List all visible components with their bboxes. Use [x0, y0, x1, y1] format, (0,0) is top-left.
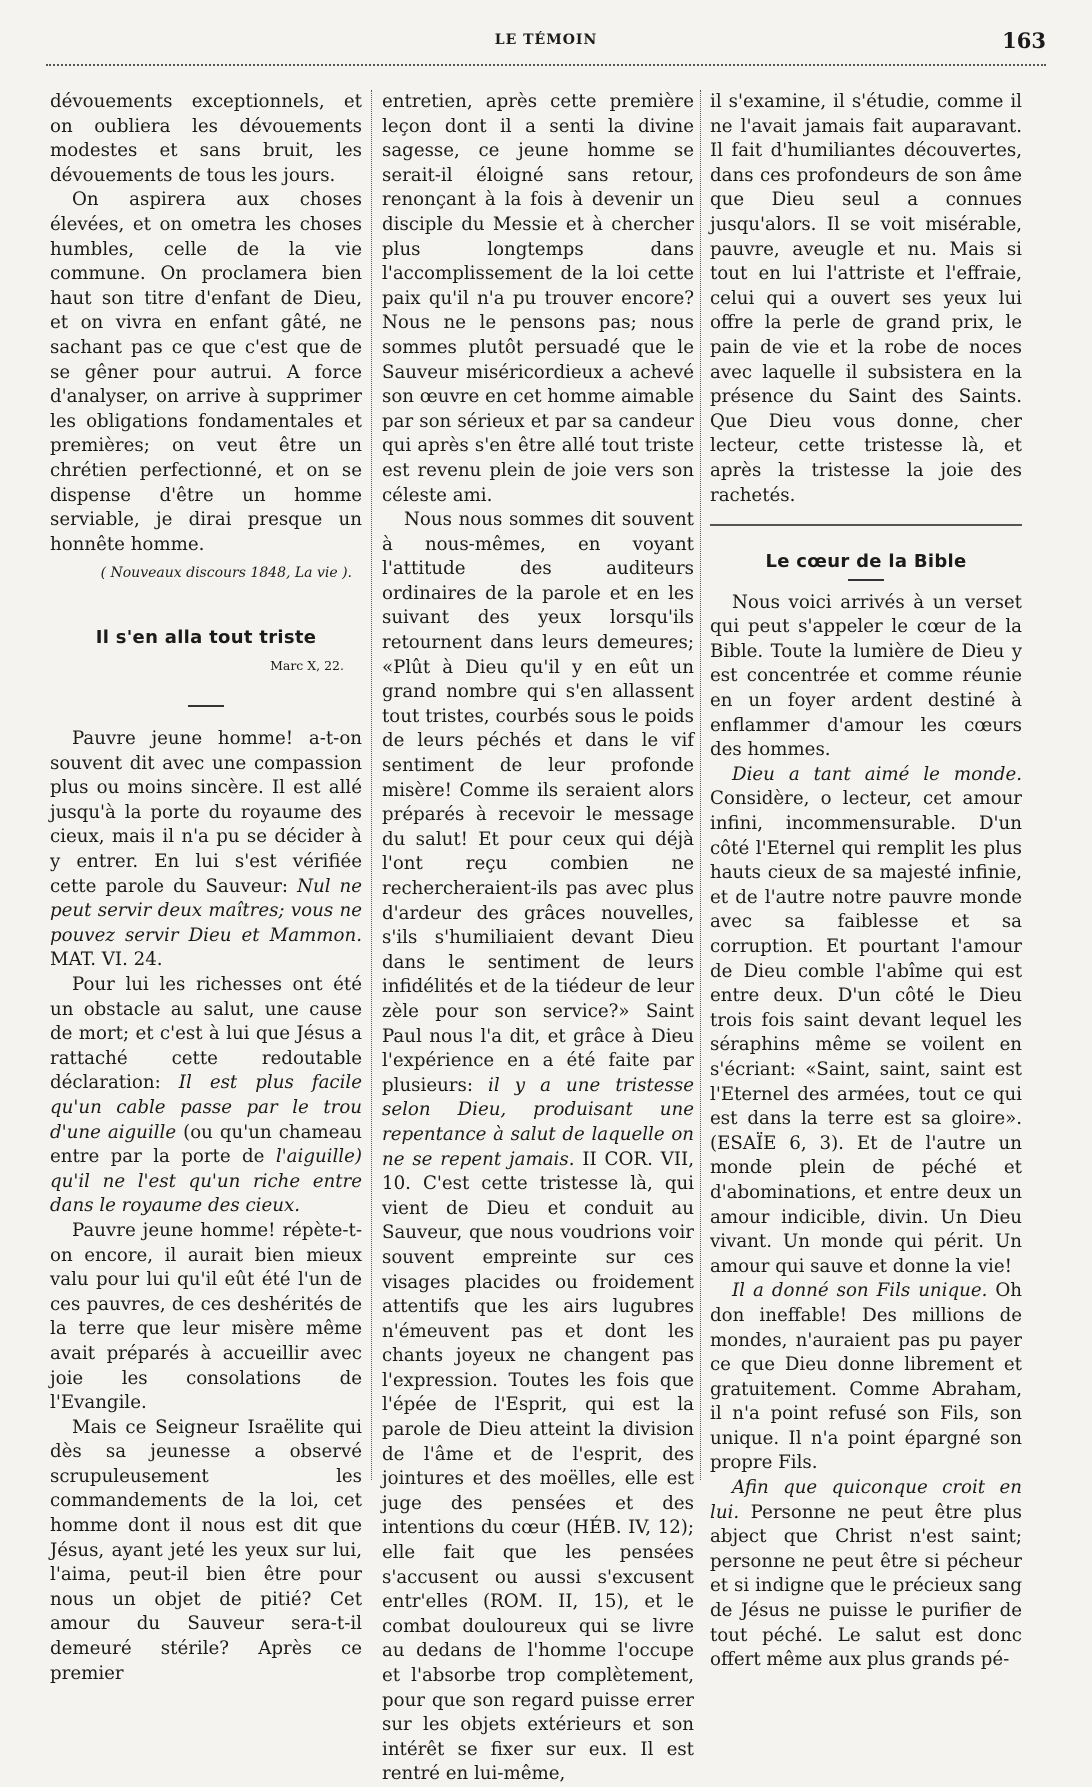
article-title: Il s'en alla tout triste [95, 626, 317, 648]
epigraph: Marc X, 22. [270, 658, 344, 674]
page-number: 163 [1002, 28, 1046, 53]
paragraph: il s'examine, il s'étudie, comme il ne l'avait jamais fait auparavant. Il fait d'humiliantes découvertes, dans ces profondeurs de son âme que Dieu seul a connues jusqu'alors. Il se voit misérable, pauvre, aveugle et nu. Mais si tout en lui l'attriste et l'effraie, celui qui a ouvert ses yeux lui offre la perle de grand prix, le pain de vie et la robe de noces avec laquelle il subsistera en la présence du Saint des Saints. Que Dieu vous donne, cher lecteur, cette tristesse là, et après la tristesse la joie des rachetés. [710, 91, 1022, 506]
title-rule [848, 579, 884, 581]
paragraph: On aspirera aux choses élevées, et on ometra les choses humbles, celle de la vie commune. On proclamera bien haut son titre d'enfant de Dieu, et on vivra en enfant gâté, ne sachant pas ce que c'est que de se gêner pour autrui. A force d'analyser, on arrive à supprimer les obligations fondamentales et premières; on veut être un chrétien perfectionné, et on se dispense d'être un homme serviable, je dirai presque un honnête homme. [50, 189, 362, 555]
quotation: Afin que quiconque croit en lui. [710, 1477, 1022, 1523]
quotation: Il a donné son Fils unique. [732, 1280, 988, 1302]
quotation: l'aiguille) qu'il ne l'est qu'un riche entre dans le royaume des cieux. [50, 1146, 362, 1217]
title-rule [188, 705, 224, 707]
quotation: Nul ne peut servir deux maîtres; vous ne pouvez servir Dieu et Mammon. [50, 875, 362, 946]
paragraph: Nous voici arrivés à un verset qui peut s'appeler le cœur de la Bible. Toute la lumière de Dieu y est concentrée et comme réunie en un foyer ardent destiné à enflammer d'amour les cœurs des hommes. [710, 591, 1022, 761]
paragraph: Mais ce Seigneur Israëlite qui dès sa jeunesse a observé scrupuleusement les commandements de la loi, cet homme dont il nous est dit que Jésus, ayant jeté les yeux sur lui, l'aima, peut-il bien être pour nous un objet de pitié? Cet amour du Sauveur sera-t-il demeuré stérile? Après ce premier [50, 1416, 362, 1684]
quotation: Il est plus facile qu'un cable passe par le trou d'une aiguille [50, 1072, 362, 1143]
column-2 [382, 90, 694, 1785]
paragraph: dévouements exceptionnels, et on oubliera les dévouements modestes et sans bruit, les dévouements de tous les jours. [50, 91, 362, 186]
paragraph: Afin que quiconque croit en lui. Personne ne peut être plus abject que Christ n'est saint; personne ne peut être si pécheur et si indigne que le précieux sang de Jésus ne puisse le purifier de tout péché. Le salut est donc offert même aux plus grands pé- [710, 1477, 1022, 1671]
paragraph: Dieu a tant aimé le monde. Considère, o lecteur, cet amour infini, incommensurable. D'un côté l'Eternel qui remplit les plus hauts cieux de sa majesté infinie, et de l'autre notre pauvre monde avec sa faiblesse et sa corruption. Et pourtant l'amour de Dieu comble l'abîme qui est entre deux. D'un côté le Dieu trois fois saint devant lequel les séraphins même se voilent en s'écriant: «Saint, saint, saint est l'Eternel des armées, tout ce qui est dans la terre est sa gloire». (ESAÏE 6, 3). Et de l'autre un monde plein de péché et d'abominations, et entre deux un amour indicible, divin. Un Dieu vivant. Un monde qui périt. Un amour qui sauve et donne la vie! [710, 763, 1022, 1277]
column-divider [371, 90, 372, 1480]
header-rule [46, 64, 1046, 66]
paragraph: Pauvre jeune homme! a-t-on souvent dit avec une compassion plus ou moins sincère. Il est allé jusqu'à la porte du royaume des cieux, mais il n'a pu se décider à y entrer. En lui s'est vérifiée cette parole du Sauveur: Nul ne peut servir deux maîtres; vous ne pouvez servir Dieu et Mammon. MAT. VI. 24. [50, 728, 362, 971]
article-title: Le cœur de la Bible [765, 551, 967, 573]
column-3 [710, 90, 1023, 1671]
paragraph: Nous nous sommes dit souvent à nous-mêmes, en voyant l'attitude des auditeurs ordinaires de la parole et en les suivant des yeux lorsqu'ils retournent dans leurs demeures; «Plût à Dieu qu'il y en eût un grand nombre qui s'en allassent tout tristes, courbés sous le poids de leurs péchés et dans le vif sentiment de leur profonde misère! Comme ils seraient alors préparés à recevoir le message du salut! Et pour ceux qui déjà l'ont reçu combien ne rechercheraient-ils pas avec plus d'ardeur des grâces nouvelles, s'ils s'humiliaient devant Dieu dans le sentiment de leurs infidélités et de la tiédeur de leur zèle pour son service?» Saint Paul nous l'a dit, et grâce à Dieu l'expérience en a été faite par plusieurs: il y a une tristesse selon Dieu, produisant une repentance à salut de laquelle on ne se repent jamais. II COR. VII, 10. C'est cette tristesse là, qui vient de Dieu et conduit au Sauveur, que nous voudrions voir souvent empreinte sur ces visages placides ou froidement attentifs que les airs lugubres n'émeuvent pas et dont les chants joyeux ne changent pas l'expression. Toutes les fois que l'épée de l'Esprit, qui est la parole de Dieu atteint la division de l'âme et de l'esprit, des jointures et des moëlles, elle est juge des pensées et des intentions du cœur (HÉB. IV, 12); elle fait que les pensées s'accusent ou aussi s'excusent entr'elles (ROM. II, 15), et le combat douloureux qui se livre au dedans de l'homme l'occupe et l'absorbe trop complètement, pour que son regard puisse errer sur les objets extérieurs et son intérêt se fixer sur eux. Il est rentré en lui-même, [382, 509, 694, 1785]
section-separator [710, 524, 1022, 526]
paragraph: Pour lui les richesses ont été un obstacle au salut, une cause de mort; et c'est à lui que Jésus a rattaché cette redoutable déclaration: Il est plus facile qu'un cable passe par le trou d'une aiguille (ou qu'un chameau entre par la porte de l'aiguille) qu'il ne l'est qu'un riche entre dans le royaume des cieux. [50, 974, 363, 1217]
paragraph: entretien, après cette première leçon dont il a senti la divine sagesse, ce jeune homme se serait-il éloigné sans retour, renonçant à la fois à devenir un disciple du Messie et à chercher plus longtemps dans l'accomplissement de la loi cette paix qu'il n'a pu trouver encore? Nous ne le pensons pas; nous sommes plutôt persuadé que le Sauveur miséricordieux a achevé son œuvre en cet homme aimable par son sérieux et par sa candeur qui après s'en être allé tout triste est revenu plein de joie vers son céleste ami. [382, 91, 694, 506]
citation: ( Nouveaux discours 1848, La vie ). [100, 565, 352, 582]
page-header [46, 28, 1046, 68]
paragraph: Pauvre jeune homme! répète-t-on encore, il aurait bien mieux valu pour lui qu'il eût été l'un de ces pauvres, de ces deshérités de la terre que leur misère même avait préparés à accueillir avec joie les consolations de l'Evangile. [50, 1219, 362, 1414]
column-1 [50, 90, 363, 1684]
running-title: LE TÉMOIN [494, 32, 598, 48]
quotation: il y a une tristesse selon Dieu, produisant une repentance à salut de laquelle on ne se repent jamais. [382, 1074, 694, 1170]
column-divider [700, 90, 701, 1480]
paragraph: Il a donné son Fils unique. Oh don ineffable! Des millions de mondes, n'auraient pas pu payer ce que Dieu donne librement et gratuitement. Comme Abraham, il n'a point refusé son Fils, son unique. Il n'a point épargné son propre Fils. [710, 1280, 1023, 1474]
quotation: Dieu a tant aimé le monde. [732, 763, 1022, 785]
